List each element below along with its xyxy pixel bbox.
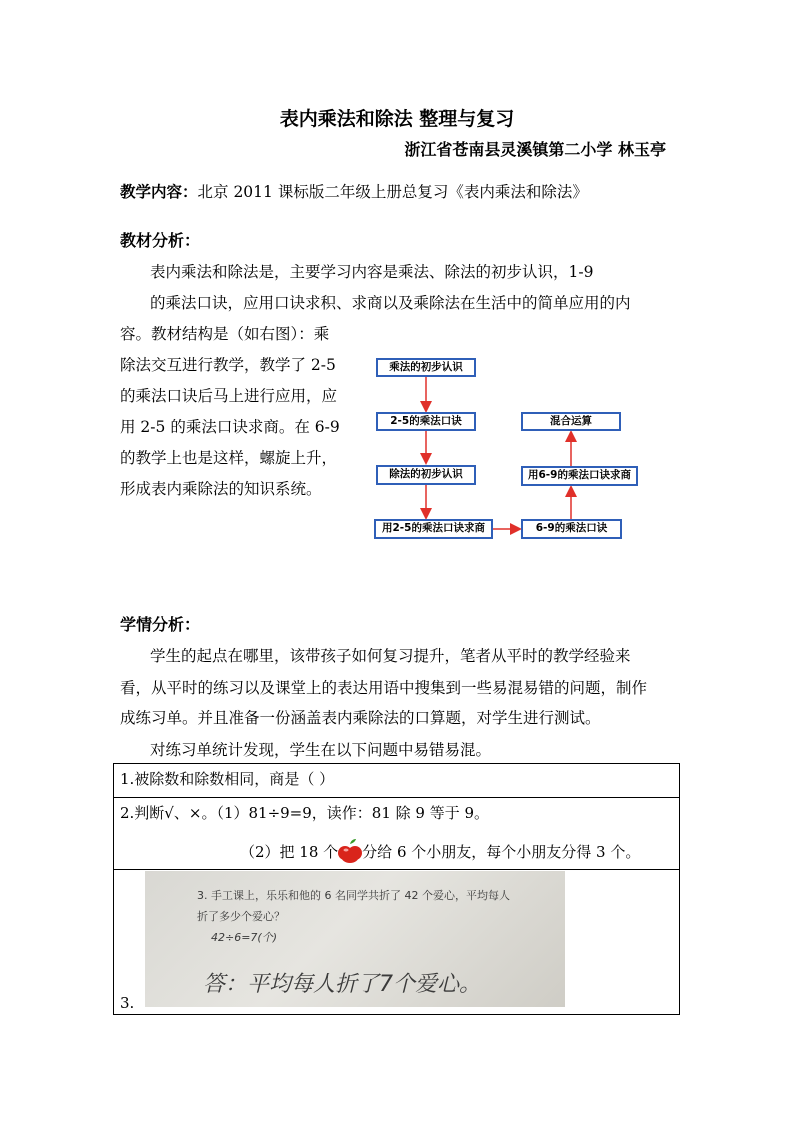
flow-box-2-5-quotient: 用2-5的乘法口诀求商 xyxy=(374,519,493,539)
photo-problem-line-2: 折了多少个爱心？ xyxy=(197,910,285,923)
flow-box-mixed-operations: 混合运算 xyxy=(521,412,621,431)
question-1: 1.被除数和除数相同，商是（ ） xyxy=(114,764,680,798)
question-2a: 2.判断√、×。（1）81÷9=9，读作：81 除 9 等于 9。 xyxy=(120,804,490,822)
handwritten-answer: 答：平均每人折了7个爱心。 xyxy=(203,972,481,997)
question-2-cell xyxy=(114,798,680,870)
photo-problem-line-1: 3. 手工课上，乐乐和他的 6 名同学共折了 42 个爱心，平均每人 xyxy=(197,889,510,902)
student-work-photo xyxy=(145,871,565,1007)
question-3-label: 3. xyxy=(120,994,135,1012)
students-line-1: 学生的起点在哪里，该带孩子如何复习提升，笔者从平时的教学经验来 xyxy=(150,647,631,665)
students-line-4: 对练习单统计发现，学生在以下问题中易错易混。 xyxy=(150,741,492,759)
analysis-line-2: 的乘法口诀，应用口诀求积、求商以及乘除法在生活中的简单应用的内 xyxy=(150,294,631,312)
analysis-line-5: 的乘法口诀后马上进行应用，应 xyxy=(120,387,338,405)
students-heading: 学情分析： xyxy=(120,615,201,634)
question-2b-suffix: 分给 6 个小朋友，每个小朋友分得 3 个。 xyxy=(362,843,641,861)
flow-box-2-5-table: 2-5的乘法口诀 xyxy=(376,412,476,431)
analysis-heading: 教材分析： xyxy=(120,231,201,250)
analysis-line-1: 表内乘法和除法是，主要学习内容是乘法、除法的初步认识，1-9 xyxy=(150,263,594,281)
author-line: 浙江省苍南县灵溪镇第二小学 林玉亭 xyxy=(404,140,666,159)
flow-box-6-9-quotient: 用6-9的乘法口诀求商 xyxy=(521,466,638,486)
students-line-2: 看，从平时的练习以及课堂上的表达用语中搜集到一些易混易错的问题，制作 xyxy=(120,679,648,697)
table-row xyxy=(114,798,680,870)
teaching-content-label: 教学内容： xyxy=(120,182,198,201)
table-row xyxy=(114,764,680,798)
analysis-line-7: 的教学上也是这样，螺旋上升， xyxy=(120,449,338,467)
apple-icon xyxy=(338,838,362,864)
flow-box-multiplication-intro: 乘法的初步认识 xyxy=(376,358,476,377)
analysis-line-8: 形成表内乘除法的知识系统。 xyxy=(120,480,322,498)
flow-box-6-9-table: 6-9的乘法口诀 xyxy=(521,519,622,539)
students-line-3: 成练习单。并且准备一份涵盖表内乘除法的口算题，对学生进行测试。 xyxy=(120,709,601,727)
question-2b-prefix: （2）把 18 个 xyxy=(240,843,339,861)
analysis-line-6: 用 2-5 的乘法口诀求商。在 6-9 xyxy=(120,418,340,436)
analysis-line-4: 除法交互进行教学，教学了 2-5 xyxy=(120,356,336,374)
teaching-content-text: 北京 2011 课标版二年级上册总复习《表内乘法和除法》 xyxy=(197,183,588,201)
flow-box-division-intro: 除法的初步认识 xyxy=(376,465,476,485)
question-2b xyxy=(240,838,673,864)
page-title: 表内乘法和除法 整理与复习 xyxy=(279,108,515,130)
analysis-line-3: 容。教材结构是（如右图）：乘 xyxy=(120,325,330,343)
handwritten-equation: 42÷6=7(个) xyxy=(211,931,278,944)
